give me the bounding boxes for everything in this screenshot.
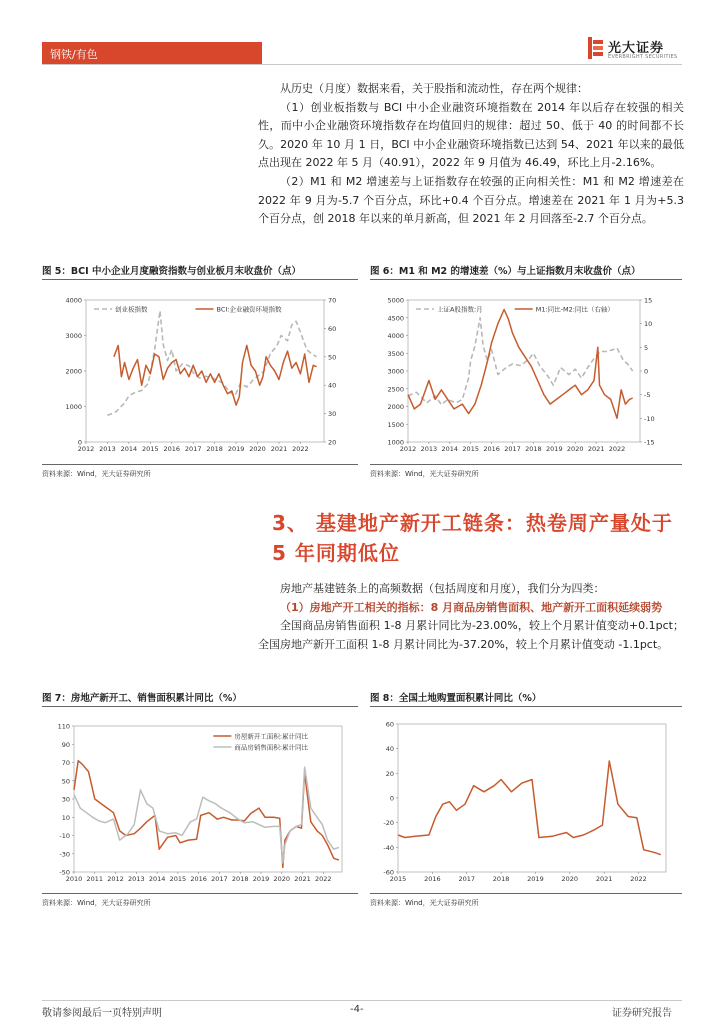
x-tick-label: 2013 xyxy=(99,445,116,453)
series-line-1 xyxy=(398,761,661,855)
body-text-2 xyxy=(258,580,684,654)
y-tick-label: -5 xyxy=(644,391,651,400)
legend-label: 房屋新开工面积:累计同比 xyxy=(234,732,309,741)
x-tick-label: 2014 xyxy=(120,445,138,453)
x-tick-label: 2018 xyxy=(231,875,249,883)
x-tick-label: 2021 xyxy=(595,875,613,883)
x-tick-label: 2015 xyxy=(142,445,159,453)
x-tick-label: 2019 xyxy=(227,445,245,453)
y-tick-label: 15 xyxy=(644,296,653,305)
figure-rule xyxy=(42,706,358,707)
y-tick-label: -40 xyxy=(383,843,394,852)
section-heading: 3、 基建地产新开工链条：热卷周产量处于 5 年同期低位 xyxy=(272,511,673,565)
x-tick-label: 2022 xyxy=(315,875,332,883)
y-tick-label: 40 xyxy=(328,381,337,390)
figure-rule xyxy=(42,464,358,465)
x-tick-label: 2014 xyxy=(148,875,166,883)
figure-title: 图 7：房地产新开工、销售面积累计同比（%） xyxy=(42,693,242,704)
x-tick-label: 2018 xyxy=(206,445,223,453)
series-line-2 xyxy=(408,310,633,419)
figure-source: 资料来源：Wind，光大证券研究所 xyxy=(42,470,151,478)
footer-disclaimer: 敬请参阅最后一页特别声明 xyxy=(42,1008,162,1019)
x-tick-label: 2016 xyxy=(424,875,441,883)
plot-frame xyxy=(86,300,324,442)
series-line-2 xyxy=(114,345,317,405)
y-tick-label: 40 xyxy=(385,745,394,754)
y-tick-label: 1000 xyxy=(65,403,82,411)
header-divider xyxy=(42,64,682,65)
x-tick-label: 2017 xyxy=(504,445,521,453)
chart-figure-8 xyxy=(370,710,682,890)
y-tick-label: 60 xyxy=(385,720,394,729)
logo-mark-icon xyxy=(588,37,604,59)
x-tick-label: 2021 xyxy=(294,875,311,883)
y-tick-label: 10 xyxy=(61,813,70,822)
y-tick-label: 70 xyxy=(328,296,337,305)
x-tick-label: 2018 xyxy=(525,445,542,453)
y-tick-label: 30 xyxy=(61,795,70,804)
plot-frame xyxy=(408,300,640,442)
figure-source: 资料来源：Wind，光大证券研究所 xyxy=(42,899,151,907)
x-tick-label: 2020 xyxy=(561,875,579,883)
x-tick-label: 2020 xyxy=(566,445,584,453)
y-tick-label: 0 xyxy=(77,438,82,447)
x-tick-label: 2011 xyxy=(86,875,104,883)
y-tick-label: 0 xyxy=(644,367,649,376)
legend-label: M1:同比-M2:同比（右轴） xyxy=(535,305,614,314)
x-tick-label: 2021 xyxy=(270,445,288,453)
y-tick-label: 60 xyxy=(328,324,337,333)
section-tag xyxy=(42,42,262,64)
y-tick-label: 1500 xyxy=(387,420,404,429)
logo-text: 光大证券 xyxy=(608,41,665,56)
y-tick-label: 2000 xyxy=(65,367,82,376)
x-tick-label: 2017 xyxy=(458,875,475,883)
y-tick-label: 20 xyxy=(385,769,394,778)
y-tick-label: 110 xyxy=(57,722,70,731)
chart-figure-7 xyxy=(42,710,358,890)
y-tick-label: 3500 xyxy=(387,349,404,358)
figure-rule xyxy=(370,279,682,280)
y-tick-label: 70 xyxy=(61,759,70,767)
legend-label: 商品房销售面积:累计同比 xyxy=(234,743,309,752)
paragraph: （1）创业板指数与 BCI 中小企业融资环境指数在 2014 年以后存在较强的相关性，而中小企业融资环境指数存在均值回归的规律：超过 50、低于 40 的时间都不长久。2020 年 10 月 1 日，BCI 中小企业融资环境指数已达到 54、2021 年以来的最低点出现在 2022 年 5 月（40.91），2022 年 9 月值为 46.49，环比上月-2.16%。 xyxy=(258,100,684,170)
x-tick-label: 2016 xyxy=(163,445,181,453)
x-tick-label: 2019 xyxy=(546,445,563,453)
figure-rule xyxy=(42,279,358,280)
figure-title: 图 6：M1 和 M2 的增速差（%）与上证指数月末收盘价（点） xyxy=(370,266,641,277)
x-tick-label: 2021 xyxy=(587,445,605,453)
paragraph: （2）M1 和 M2 增速差与上证指数存在较强的正向相关性：M1 和 M2 增速差在 2022 年 9 月为-5.7 个百分点，环比+0.4 个百分点。增速差在 2021 年 1 月为+5.3 个百分点，创 2018 年以来的单月新高，但 2021 年 2 月回落至-2.7 个百分点。 xyxy=(258,174,684,226)
y-tick-label: 50 xyxy=(328,353,337,362)
y-tick-label: 3000 xyxy=(387,367,404,376)
logo-subtext: EVERBRIGHT SECURITIES xyxy=(608,54,678,60)
chart-figure-5 xyxy=(42,282,358,462)
figure-title: 图 8：全国土地购置面积累计同比（%） xyxy=(370,693,542,704)
figure-rule xyxy=(370,706,682,707)
y-tick-label: -30 xyxy=(59,850,70,859)
figure-rule xyxy=(370,464,682,465)
x-tick-label: 2022 xyxy=(292,445,309,453)
y-tick-label: -10 xyxy=(59,832,70,840)
paragraph: 从历史（月度）数据来看，关于股指和流动性，存在两个规律： xyxy=(280,82,588,95)
legend-label: 创业板指数 xyxy=(115,305,148,314)
x-tick-label: 2022 xyxy=(630,875,647,883)
x-tick-label: 2020 xyxy=(273,875,291,883)
figure-title: 图 5：BCI 中小企业月度融资指数与创业板月末收盘价（点） xyxy=(42,266,301,277)
y-tick-label: -10 xyxy=(644,414,655,423)
x-tick-label: 2015 xyxy=(462,445,479,453)
page-number: -4- xyxy=(350,1004,364,1015)
series-line-1 xyxy=(74,761,339,868)
y-tick-label: 50 xyxy=(61,777,70,786)
x-tick-label: 2012 xyxy=(77,445,95,453)
footer-divider xyxy=(42,1000,682,1001)
paragraph: 全国商品房销售面积 1-8 月累计同比为-23.00%，较上个月累计值变动+0.1pct；全国房地产新开工面积 1-8 月累计同比为-37.20%，较上个月累计值变动 -1.1pct。 xyxy=(258,619,684,651)
x-tick-label: 2016 xyxy=(190,875,207,883)
x-tick-label: 2013 xyxy=(128,875,145,883)
y-tick-label: 2000 xyxy=(387,403,404,411)
section-tag-label: 钢铁/有色 xyxy=(50,48,98,61)
plot-frame xyxy=(398,724,666,872)
y-tick-label: 20 xyxy=(328,438,337,447)
y-tick-label: -50 xyxy=(59,868,70,877)
y-tick-label: 30 xyxy=(328,410,337,419)
chart-figure-6 xyxy=(370,282,682,462)
y-tick-label: 3000 xyxy=(65,332,82,340)
y-tick-label: 0 xyxy=(389,794,394,803)
subheading: （1）房地产开工相关的指标：8 月商品房销售面积、地产新开工面积延续弱势 xyxy=(280,600,663,614)
legend-label: 上证A股指数:月 xyxy=(437,305,483,314)
x-tick-label: 2018 xyxy=(492,875,510,883)
y-tick-label: 5000 xyxy=(387,296,404,305)
y-tick-label: 4500 xyxy=(387,314,404,323)
x-tick-label: 2015 xyxy=(389,875,407,883)
y-tick-label: 90 xyxy=(61,740,70,749)
x-tick-label: 2019 xyxy=(252,875,270,883)
y-tick-label: 1000 xyxy=(387,438,404,447)
y-tick-label: 10 xyxy=(644,320,653,329)
x-tick-label: 2013 xyxy=(420,445,438,453)
x-tick-label: 2017 xyxy=(211,875,228,883)
figure-source: 资料来源：Wind，光大证券研究所 xyxy=(370,470,479,478)
figure-rule xyxy=(42,893,358,894)
x-tick-label: 2016 xyxy=(483,445,500,453)
x-tick-label: 2019 xyxy=(527,875,544,883)
figure-rule xyxy=(370,893,682,894)
y-tick-label: 2500 xyxy=(387,385,404,394)
x-tick-label: 2017 xyxy=(184,445,202,453)
figure-source: 资料来源：Wind，光大证券研究所 xyxy=(370,899,479,907)
footer-report-type: 证券研究报告 xyxy=(612,1008,672,1019)
y-tick-label: -60 xyxy=(383,868,394,877)
x-tick-label: 2012 xyxy=(107,875,124,883)
y-tick-label: -20 xyxy=(383,819,394,828)
body-text-1 xyxy=(258,80,684,229)
paragraph: 房地产基建链条上的高频数据（包括周度和月度），我们分为四类： xyxy=(280,582,605,595)
y-tick-label: 5 xyxy=(644,343,649,352)
x-tick-label: 2010 xyxy=(65,875,83,883)
x-tick-label: 2022 xyxy=(608,445,626,453)
x-tick-label: 2015 xyxy=(169,875,187,883)
y-tick-label: 4000 xyxy=(65,296,82,305)
company-logo xyxy=(588,35,688,63)
y-tick-label: 4000 xyxy=(387,332,404,340)
x-tick-label: 2014 xyxy=(441,445,459,453)
x-tick-label: 2020 xyxy=(249,445,266,453)
legend-label: BCI:企业融资环境指数 xyxy=(216,305,282,314)
x-tick-label: 2012 xyxy=(399,445,417,453)
y-tick-label: -15 xyxy=(644,438,655,447)
